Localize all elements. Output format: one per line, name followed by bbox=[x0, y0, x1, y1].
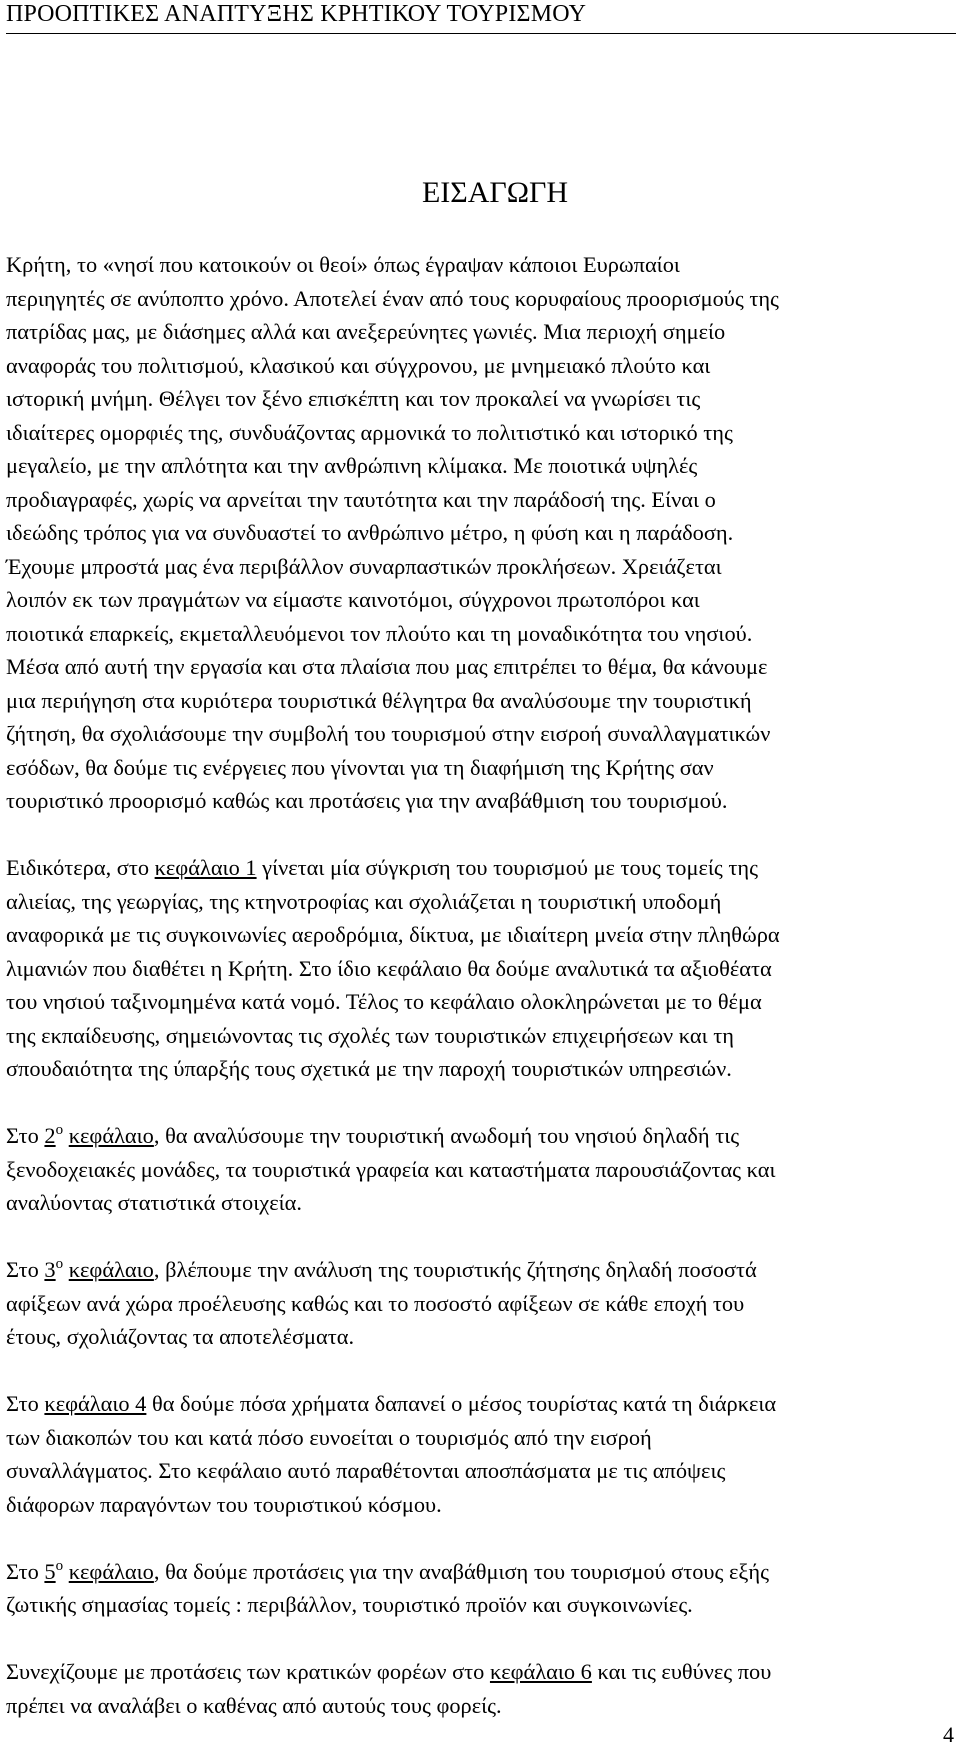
chapter-4-paragraph bbox=[6, 1387, 960, 1521]
section-title: ΕΙΣΑΓΩΓΗ bbox=[421, 176, 569, 209]
page-number: 4 bbox=[943, 1722, 954, 1747]
chapter-1-paragraph bbox=[6, 851, 960, 1086]
chapter-3-number[interactable]: 3 bbox=[44, 1257, 56, 1282]
chapter-5-text-start: Στο bbox=[6, 1558, 45, 1584]
chapter-3-paragraph bbox=[6, 1253, 960, 1354]
chapter-2-text-rest: , θα αναλύσουμε την τουριστική ανωδομή του νησιού δηλαδή τις ξενοδοχειακές μονάδες, τα τουριστικά γραφεία και καταστήματα παρουσιάζοντας και αναλύοντας στατιστικά στοιχεία. bbox=[6, 1123, 776, 1215]
chapter-4-text-start: Στο bbox=[6, 1391, 45, 1416]
chapter-1-link[interactable]: κεφάλαιο 1 bbox=[154, 855, 257, 880]
chapter-6-link[interactable]: κεφάλαιο 6 bbox=[489, 1659, 592, 1684]
chapter-4-link[interactable]: κεφάλαιο 4 bbox=[44, 1391, 147, 1416]
chapter-3-ordinal: ο bbox=[55, 1256, 64, 1272]
chapter-3-link[interactable]: κεφάλαιο bbox=[68, 1257, 154, 1282]
chapter-6-text-start: Συνεχίζουμε με προτάσεις των κρατικών φορέων στο bbox=[6, 1659, 490, 1684]
header-divider bbox=[6, 33, 956, 34]
running-header-title: ΠΡΟΟΠΤΙΚΕΣ ΑΝΑΠΤΥΞΗΣ ΚΡΗΤΙΚΟΥ ΤΟΥΡΙΣΜΟΥ bbox=[6, 1, 587, 27]
chapter-2-link[interactable]: κεφάλαιο bbox=[68, 1123, 154, 1148]
chapter-2-paragraph bbox=[6, 1119, 960, 1220]
chapter-5-paragraph bbox=[6, 1555, 960, 1622]
chapter-2-text-start: Στο bbox=[6, 1123, 45, 1148]
chapter-5-number[interactable]: 5 bbox=[44, 1558, 56, 1584]
chapter-5-link[interactable]: κεφάλαιο bbox=[68, 1558, 154, 1584]
chapter-6-text-rest: και τις ευθύνες που πρέπει να αναλάβει ο καθένας από αυτούς τους φορείς. bbox=[6, 1659, 772, 1718]
chapter-4-text-rest: θα δούμε πόσα χρήματα δαπανεί ο μέσος τουρίστας κατά τη διάρκεια των διακοπών του και κατά πόσο ευνοείται ο τουρισμός από την εισροή συναλλάγματος. Στο κεφάλαιο αυτό παραθέτονται αποσπάσματα με τις απόψεις διάφορων παραγόντων του τουριστικού κόσμου. bbox=[6, 1391, 777, 1517]
chapter-6-paragraph bbox=[6, 1655, 960, 1722]
chapter-5-text-rest: , θα δούμε προτάσεις για την αναβάθμιση του τουρισμού στους εξής ζωτικής σημασίας τομείς : περιβάλλον, τουριστικό προϊόν και συγκοινωνίες. bbox=[6, 1558, 769, 1617]
chapter-2-ordinal: ο bbox=[55, 1122, 64, 1138]
intro-paragraph: Κρήτη, το «νησί που κατοικούν οι θεοί» όπως έγραψαν κάποιοι Ευρωπαίοι περιηγητές σε ανύποπτο χρόνο. Αποτελεί έναν από τους κορυφαίους προορισμούς της πατρίδας μας, με διάσημες αλλά και ανεξερεύνητες γωνιές. Μια περιοχή σημείο αναφοράς του πολιτισμού, κλασικού και σύγχρονου, με μνημειακό πλούτο και ιστορική μνήμη. Θέλγει τον ξένο επισκέπτη και τον προκαλεί να γνωρίσει τις ιδιαίτερες ομορφιές της, συνδυάζοντας αρμονικά το πολιτιστικό και ιστορικό της μεγαλείο, με την απλότητα και την ανθρώπινη κλίμακα. Με ποιοτικά υψηλές προδιαγραφές, χωρίς να αρνείται την ταυτότητα και την παράδοσή της. Είναι ο ιδεώδης τρόπος για να συνδυαστεί το ανθρώπινο μέτρο, η φύση και η παράδοση. Έχουμε μπροστά μας ένα περιβάλλον συναρπαστικών προκλήσεων. Χρειάζεται λοιπόν εκ των πραγμάτων να είμαστε καινοτόμοι, σύγχρονοι πρωτοπόροι και ποιοτικά επαρκείς, εκμεταλλευόμενοι τον πλούτο και τη μοναδικότητα του νησιού. Μέσα από αυτή την εργασία και στα πλαίσια που μας επιτρέπει το θέμα, θα κάνουμε μια περιήγηση στα κυριότερα τουριστικά θέλγητρα θα αναλύσουμε την τουριστική ζήτηση, θα σχολιάσουμε την συμβολή του τουρισμού στην εισροή συναλλαγματικών εσόδων, θα δούμε τις ενέργειες που γίνονται για τη διαφήμιση της Κρήτης σαν τουριστικό προορισμό καθώς και προτάσεις για την αναβάθμιση του τουρισμού. bbox=[6, 252, 779, 813]
chapter-1-text-start: Ειδικότερα, στο bbox=[6, 855, 155, 880]
chapter-5-ordinal: ο bbox=[55, 1557, 64, 1574]
chapter-1-text-rest: γίνεται μία σύγκριση του τουρισμού με τους τομείς της αλιείας, της γεωργίας, της κτηνοτροφίας και σχολιάζεται η τουριστική υποδομή αναφορικά με τις συγκοινωνίες αεροδρόμια, δίκτυα, με ιδιαίτερη μνεία στην πληθώρα λιμανιών που διαθέτει η Κρήτη. Στο ίδιο κεφάλαιο θα δούμε αναλυτικά τα αξιοθέατα του νησιού ταξινομημένα κατά νομό. Τέλος το κεφάλαιο ολοκληρώνεται με το θέμα της εκπαίδευσης, σημειώνοντας τις σχολές των τουριστικών επιχειρήσεων και τη σπουδαιότητα της ύπαρξής τους σχετικά με την παροχή τουριστικών υπηρεσιών. bbox=[6, 855, 780, 1081]
chapter-3-text-rest: , βλέπουμε την ανάλυση της τουριστικής ζήτησης δηλαδή ποσοστά αφίξεων ανά χώρα προέλευσης καθώς και το ποσοστό αφίξεων σε κάθε εποχή του έτους, σχολιάζοντας τα αποτελέσματα. bbox=[6, 1257, 757, 1349]
document-body bbox=[6, 248, 960, 1722]
chapter-2-number[interactable]: 2 bbox=[44, 1123, 56, 1148]
chapter-3-text-start: Στο bbox=[6, 1257, 45, 1282]
